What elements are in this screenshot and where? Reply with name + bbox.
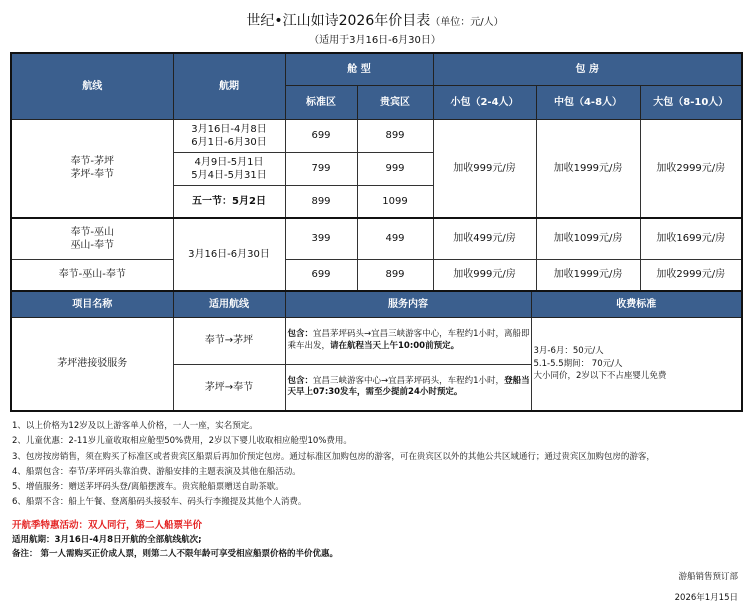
promo-period: 适用航期：3月16日-4月8日开航的全部航线航次; bbox=[12, 535, 202, 545]
standard-price: 699 bbox=[285, 119, 357, 152]
service-content: 包含：宜昌茅坪码头→宜昌三峡游客中心，车程约1小时，离船即乘车出发，请在航程当天上午10:00前预定。 bbox=[285, 317, 531, 364]
page-title: 世纪•江山如诗2026年价目表（单位：元/人） bbox=[246, 13, 504, 29]
price-table bbox=[10, 52, 743, 292]
department-signature: 游船销售预订部 bbox=[678, 572, 738, 582]
large-room-price: 加收1699元/房 bbox=[640, 218, 742, 259]
header-cabin: 舱 型 bbox=[285, 53, 433, 85]
vip-price: 899 bbox=[357, 259, 433, 291]
small-room-price: 加收499元/房 bbox=[433, 218, 536, 259]
note-item: 2、儿童优惠：2-11岁儿童收取相应舱型50%费用，2岁以下婴儿收取相应舱型10%费用。 bbox=[12, 436, 352, 447]
notes-list bbox=[12, 419, 655, 511]
service-content: 包含：宜昌三峡游客中心→宜昌茅坪码头，车程约1小时，登船当天早上07:30发车，需至少提前24小时预定。 bbox=[285, 364, 531, 411]
large-room-price: 加收2999元/房 bbox=[640, 259, 742, 291]
header-standard: 标准区 bbox=[285, 85, 357, 119]
table-row bbox=[11, 259, 742, 291]
header-route: 航线 bbox=[11, 53, 173, 119]
period-cell: 4月9日-5月1日 5月4日-5月31日 bbox=[173, 152, 285, 185]
table-row bbox=[11, 119, 742, 152]
vip-price: 499 bbox=[357, 218, 433, 259]
service-fee: 3月-6月：50元/人 5.1-5.5期间： 70元/人 大小同价，2岁以下不占座婴儿免费 bbox=[531, 317, 742, 411]
small-room-price: 加收999元/房 bbox=[433, 259, 536, 291]
issue-date: 2026年1月15日 bbox=[674, 593, 738, 603]
note-item: 3、包房按房销售，须在购买了标准区或者贵宾区船票后再加价预定包房。通过标准区加购包房的游客，可在贵宾区以外的其他公共区域通行；通过贵宾区加购包房的游客， bbox=[12, 451, 655, 462]
medium-room-price: 加收1999元/房 bbox=[536, 259, 640, 291]
route-cell: 奉节-巫山 巫山-奉节 bbox=[11, 218, 173, 259]
service-name: 茅坪港接驳服务 bbox=[11, 317, 173, 411]
period-cell: 3月16日-6月30日 bbox=[173, 218, 285, 291]
service-route: 奉节→茅坪 bbox=[173, 317, 285, 364]
header-room: 包 房 bbox=[433, 53, 742, 85]
table-row bbox=[11, 317, 742, 364]
medium-room-price: 加收1099元/房 bbox=[536, 218, 640, 259]
standard-price: 899 bbox=[285, 185, 357, 218]
vip-price: 1099 bbox=[357, 185, 433, 218]
service-table bbox=[10, 290, 743, 412]
route-cell: 奉节-茅坪 茅坪-奉节 bbox=[11, 119, 173, 218]
header-service-name: 项目名称 bbox=[11, 291, 173, 317]
standard-price: 399 bbox=[285, 218, 357, 259]
note-item: 5、增值服务：赠送茅坪码头登/离船摆渡车。贵宾舱船票赠送自助茶歇。 bbox=[12, 482, 284, 493]
vip-price: 999 bbox=[357, 152, 433, 185]
large-room-price: 加收2999元/房 bbox=[640, 119, 742, 218]
vip-price: 899 bbox=[357, 119, 433, 152]
page-subtitle: （适用于3月16日-6月30日） bbox=[309, 35, 441, 46]
promo-remark: 备注： 第一人需购买正价成人票，则第二人不限年龄可享受相应船票价格的半价优惠。 bbox=[12, 549, 338, 559]
period-cell: 3月16日-4月8日 6月1日-6月30日 bbox=[173, 119, 285, 152]
header-period: 航期 bbox=[173, 53, 285, 119]
header-service-content: 服务内容 bbox=[285, 291, 531, 317]
promo-section bbox=[12, 519, 338, 561]
header-vip: 贵宾区 bbox=[357, 85, 433, 119]
note-item: 4、船票包含：奉节/茅坪码头靠泊费、游船安排的主题表演及其他在船活动。 bbox=[12, 466, 301, 477]
note-item: 6、船票不含：船上午餐、登离船码头接驳车、码头行李搬提及其他个人消费。 bbox=[12, 497, 307, 508]
period-cell: 五一节：5月2日 bbox=[173, 185, 285, 218]
standard-price: 699 bbox=[285, 259, 357, 291]
promo-title: 开航季特惠活动：双人同行，第二人船票半价 bbox=[12, 520, 203, 531]
medium-room-price: 加收1999元/房 bbox=[536, 119, 640, 218]
standard-price: 799 bbox=[285, 152, 357, 185]
service-route: 茅坪→奉节 bbox=[173, 364, 285, 411]
table-row bbox=[11, 218, 742, 259]
small-room-price: 加收999元/房 bbox=[433, 119, 536, 218]
header-service-route: 适用航线 bbox=[173, 291, 285, 317]
header-service-fee: 收费标准 bbox=[531, 291, 742, 317]
header-large-room: 大包（8-10人） bbox=[640, 85, 742, 119]
route-cell: 奉节-巫山-奉节 bbox=[11, 259, 173, 291]
header-medium-room: 中包（4-8人） bbox=[536, 85, 640, 119]
note-item: 1、以上价格为12岁及以上游客单人价格，一人一座，实名预定。 bbox=[12, 421, 258, 431]
header-small-room: 小包（2-4人） bbox=[433, 85, 536, 119]
